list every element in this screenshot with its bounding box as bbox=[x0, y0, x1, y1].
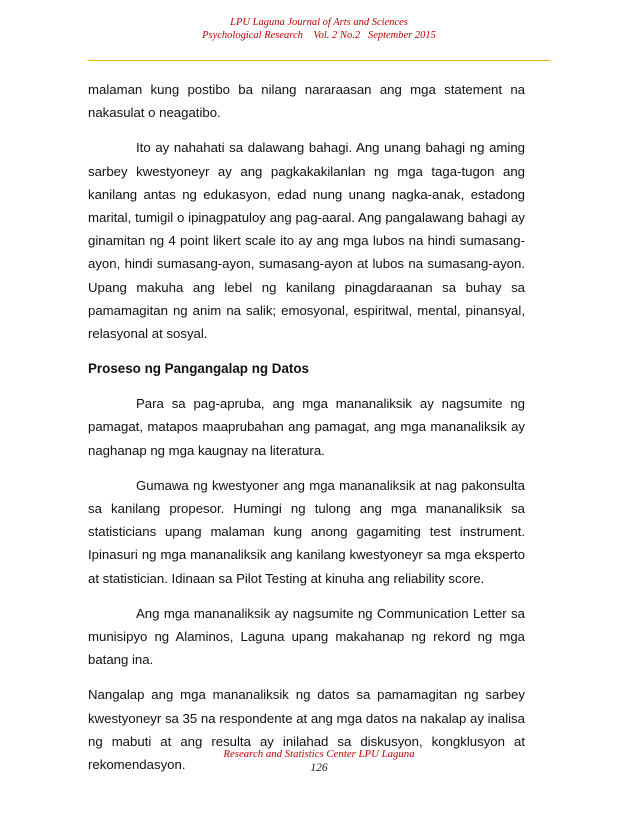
page-number: 126 bbox=[310, 762, 328, 774]
paragraph: Gumawa ng kwestyoner ang mga mananaliksik at nag pakonsulta sa kanilang propesor. Humingi ng tulong ang mga mananaliksik sa statisticians upang malaman kung anong gagamiting test instrument. Ipinasuri ng mga mananaliksik ang kanilang kwestyoneyr sa mga eksperto at statistician. Idinaan sa Pilot Testing at kinuha ang reliability score. bbox=[88, 477, 525, 586]
paragraph: Nangalap ang mga mananaliksik ng datos sa pamamagitan ng sarbey kwestyoneyr sa 35 na respondente at ang mga datos na nakalap ay inalisa ng mabuti at ang resulta ay inilahad sa diskusyon, kongklusyon at rekomendasyon. bbox=[88, 687, 525, 773]
paragraph: Para sa pag-apruba, ang mga mananaliksik ay nagsumite ng pamagat, matapos maaprubahan ang pamagat, ang mga mananaliksik ay naghanap ng mga kaugnay na literatura. bbox=[88, 396, 525, 458]
body-text bbox=[88, 78, 525, 788]
header-rule bbox=[88, 60, 550, 61]
running-footer: Research and Statistics Center LPU Laguna bbox=[223, 748, 415, 760]
journal-title: LPU Laguna Journal of Arts and Sciences bbox=[230, 17, 408, 28]
paragraph: malaman kung postibo ba nilang nararaasan ang mga statement na nakasulat o neagatibo. bbox=[88, 82, 525, 121]
journal-issue-line: Psychological Research Vol. 2 No.2 September 2015 bbox=[202, 30, 436, 41]
paragraph: Ang mga mananaliksik ay nagsumite ng Communication Letter sa munisipyo ng Alaminos, Laguna upang makahanap ng rekord ng mga batang ina. bbox=[88, 605, 525, 668]
section-heading: Proseso ng Pangangalap ng Datos bbox=[88, 361, 309, 377]
running-header bbox=[0, 16, 638, 42]
paragraph: Ito ay nahahati sa dalawang bahagi. Ang unang bahagi ng aming sarbey kwestyoneyr ay ang pagkakakilanlan ng mga taga-tugon ang kanilang antas ng edukasyon, edad nung unang nagka-anak, estadong marital, tumigil o ipinagpatuloy ang pag-aaral. Ang pangalawang bahagi ay ginamitan ng 4 point likert scale ito ay ang mga lubos na hindi sumasang-ayon, hindi sumasang-ayon, sumasang-ayon at lubos na sumasang-ayon. Upang makuha ang lebel ng kanilang pinagdaraanan sa buhay sa pamamagitan ng anim na salik; emosyonal, espiritwal, mental, pinansyal, relasyonal at sosyal. bbox=[88, 140, 525, 342]
